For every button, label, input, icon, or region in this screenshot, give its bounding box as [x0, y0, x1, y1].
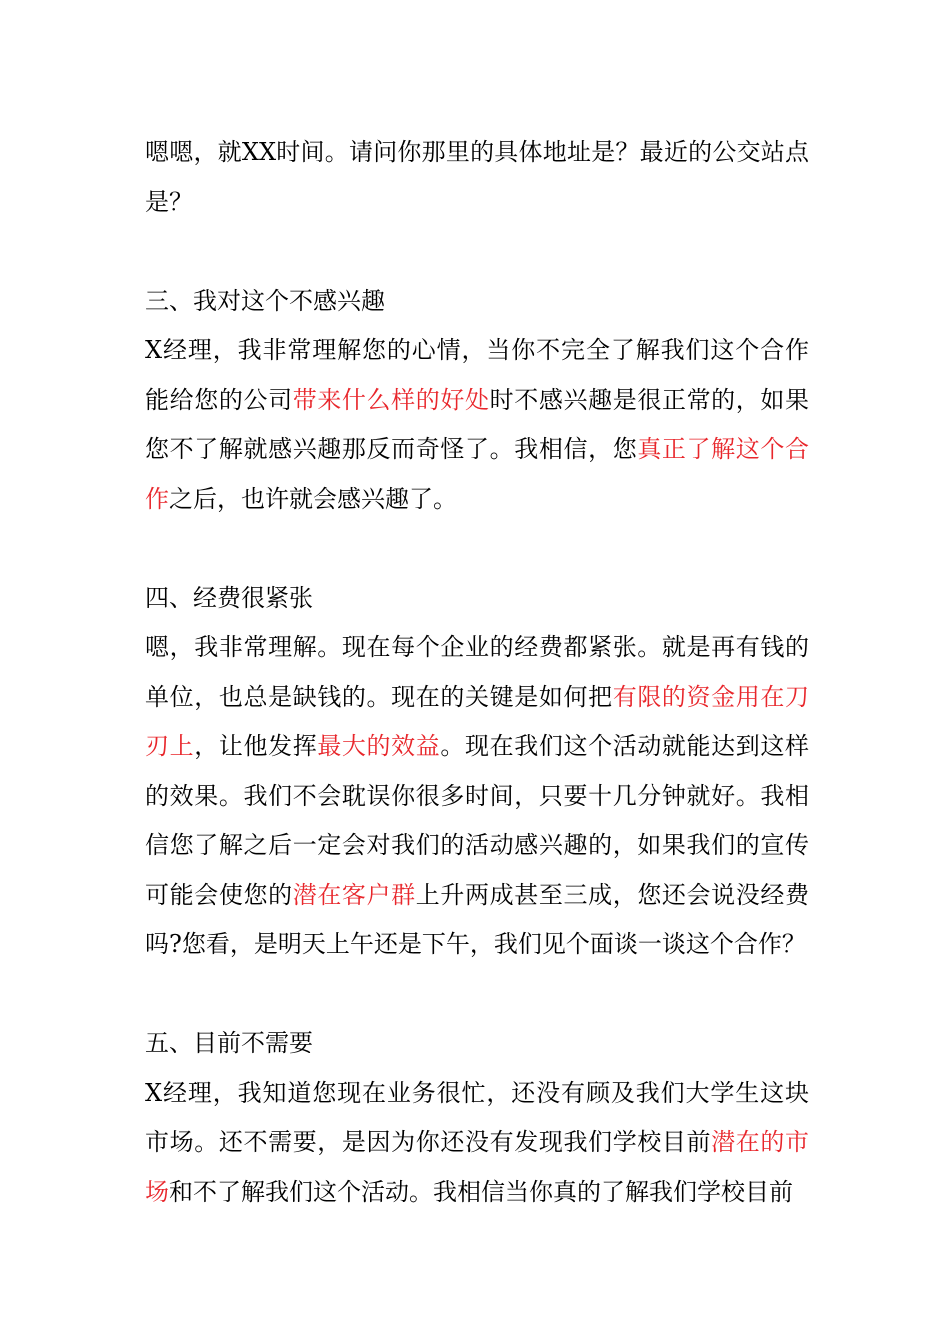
section-4-highlight-2: 最大的效益 — [317, 732, 441, 760]
section-3-highlight-2: 真正了解这个合作 — [145, 435, 810, 513]
section-4-text-1: 嗯，我非常理解。现在每个企业的经费都紧张。就是再有钱的单位，也总是缺钱的。现在的关键是如何把 — [145, 633, 809, 711]
section-4-highlight-3: 潜在客户群 — [292, 880, 416, 909]
section-5-heading: 五、目前不需要 — [145, 1029, 313, 1057]
section-5-paragraph — [145, 1069, 809, 1218]
section-4-heading: 四、经费很紧张 — [145, 583, 313, 612]
section-4-highlight-1: 有限的资金用在刀刃上 — [145, 682, 810, 760]
document-body — [145, 128, 809, 1217]
section-3-text-3: 之后，也许就会感兴趣了。 — [169, 484, 457, 513]
section-5-text-1: X经理，我知道您现在业务很忙，还没有顾及我们大学生这块市场。还不需要，是因为你还没有发现我们学校目前 — [145, 1078, 809, 1156]
section-3-highlight-1: 带来什么样的好处 — [292, 385, 490, 414]
section-4-text-4: 上升两成甚至三成，您还会说没经费吗?您看，是明天上午还是下午，我们见个面谈一谈这个合作？ — [145, 880, 810, 958]
intro-paragraph — [145, 128, 809, 227]
paragraph-gap — [145, 524, 809, 574]
section-5-highlight-1: 潜在的市场 — [145, 1128, 810, 1206]
section-4-text-3: 。现在我们这个活动就能达到这样的效果。我们不会耽误你很多时间，只要十几分钟就好。我相信您了解之后一定会对我们的活动感兴趣的，如果我们的宣传可能会使您的 — [145, 732, 810, 909]
section-4-text-2: ，让他发挥 — [194, 732, 318, 760]
paragraph-gap — [145, 227, 809, 277]
intro-text: 嗯嗯，就XX时间。请问你那里的具体地址是？最近的公交站点是？ — [145, 138, 809, 216]
section-5-text-2: 和不了解我们这个活动。我相信当你真的了解我们学校目前 — [169, 1177, 793, 1206]
section-3-text-2: 时不感兴趣是很正常的，如果您不了解就感兴趣那反而奇怪了。我相信，您 — [145, 385, 810, 463]
section-3-heading: 三、我对这个不感兴趣 — [145, 286, 385, 315]
section-3-text-1: X经理，我非常理解您的心情，当你不完全了解我们这个合作能给您的公司 — [145, 336, 809, 414]
section-4-paragraph — [145, 623, 809, 970]
section-3-paragraph — [145, 326, 809, 524]
paragraph-gap — [145, 970, 809, 1020]
